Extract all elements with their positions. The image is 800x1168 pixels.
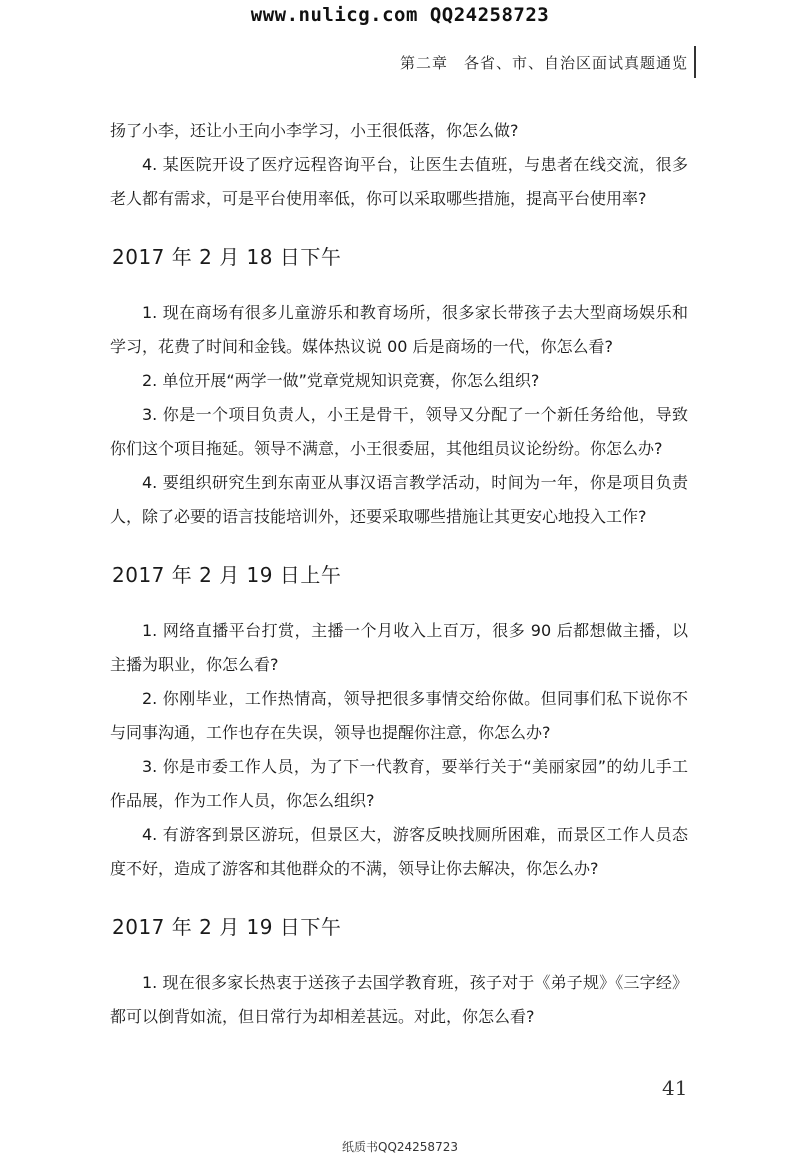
question-item: 4. 有游客到景区游玩，但景区大，游客反映找厕所困难，而景区工作人员态度不好，造成了游客和其他群众的不满，领导让你去解决，你怎么办? [110,825,688,878]
section-heading-0219-am: 2017 年 2 月 19 日上午 [112,563,342,587]
question-item: 1. 现在很多家长热衷于送孩子去国学教育班，孩子对于《弟子规》《三字经》都可以倒背如流，但日常行为却相差甚远。对此，你怎么看? [110,973,688,1026]
question-item: 2. 你刚毕业，工作热情高，领导把很多事情交给你做。但同事们私下说你不与同事沟通，工作也存在失误，领导也提醒你注意，你怎么办? [110,689,688,742]
intro-question-4: 4. 某医院开设了医疗远程咨询平台，让医生去值班，与患者在线交流，很多老人都有需求，可是平台使用率低，你可以采取哪些措施，提高平台使用率? [110,155,688,208]
page-number: 41 [662,1076,688,1100]
section-heading-0218-pm: 2017 年 2 月 18 日下午 [112,245,342,269]
question-item: 3. 你是市委工作人员，为了下一代教育，要举行关于“美丽家园”的幼儿手工作品展，作为工作人员，你怎么组织? [110,757,688,810]
header-divider [694,46,696,78]
question-item: 2. 单位开展“两学一做”党章党规知识竞赛，你怎么组织? [142,371,540,390]
section-heading-0219-pm: 2017 年 2 月 19 日下午 [112,915,342,939]
intro-line: 扬了小李，还让小王向小李学习，小王很低落，你怎么做? [110,121,519,140]
top-watermark: www.nulicg.com QQ24258723 [250,4,550,26]
question-item: 3. 你是一个项目负责人，小王是骨干，领导又分配了一个新任务给他，导致你们这个项目拖延。领导不满意，小王很委屈，其他组员议论纷纷。你怎么办? [110,405,688,458]
question-item: 1. 网络直播平台打赏，主播一个月收入上百万，很多 90 后都想做主播，以主播为职业，你怎么看? [110,621,688,674]
page-content [110,114,688,1034]
running-header: 第二章 各省、市、自治区面试真题通览 [399,54,688,72]
question-item: 4. 要组织研究生到东南亚从事汉语言教学活动，时间为一年，你是项目负责人，除了必要的语言技能培训外，还要采取哪些措施让其更安心地投入工作? [110,473,688,526]
bottom-watermark: 纸质书QQ24258723 [342,1140,458,1154]
question-item: 1. 现在商场有很多儿童游乐和教育场所，很多家长带孩子去大型商场娱乐和学习，花费了时间和金钱。媒体热议说 00 后是商场的一代，你怎么看? [110,303,688,356]
